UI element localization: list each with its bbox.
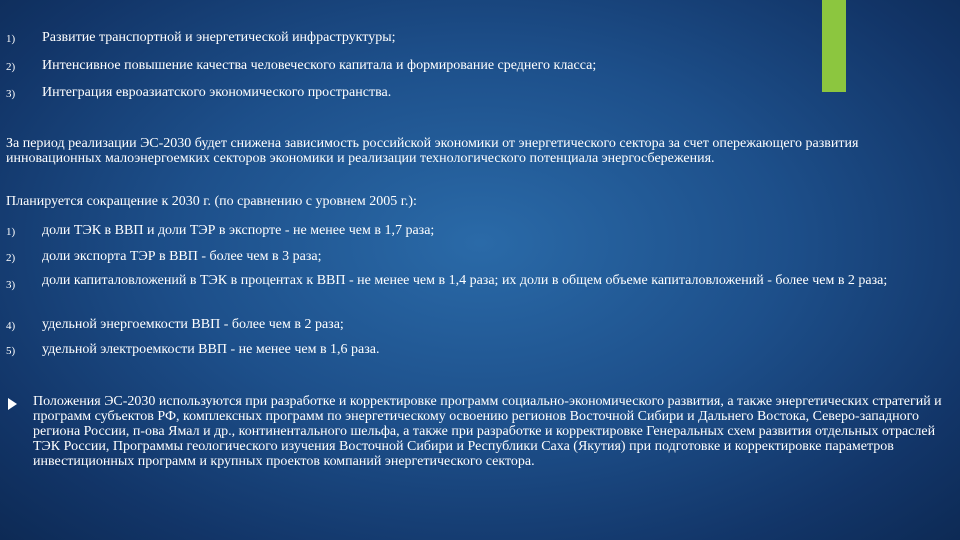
list-item: доли экспорта ТЭР в ВВП - более чем в 3 раза; [42,249,322,264]
list-number: 2) [6,61,16,73]
list-number: 3) [6,279,16,291]
list-item: удельной электроемкости ВВП - не менее чем в 1,6 раза. [42,342,380,357]
list-item: Интеграция евроазиатского экономического пространства. [42,85,392,100]
list-item: Развитие транспортной и энергетической инфраструктуры; [42,30,396,45]
accent-bar [822,0,846,92]
list-number: 1) [6,33,16,45]
list-item: удельной энергоемкости ВВП - более чем в 2 раза; [42,317,344,332]
triangle-bullet-icon [8,398,17,410]
list-number: 2) [6,252,16,264]
list-number: 5) [6,345,16,357]
paragraph-dependence: За период реализации ЭС-2030 будет снижена зависимость российской экономики от энергетического сектора за счет опережающего развития инновационных малоэнергоемких секторов экономики и реализации технологического потенциала энергосбережения. [6,136,859,166]
paragraph-planned-reduction: Планируется сокращение к 2030 г. (по сравнению с уровнем 2005 г.): [6,194,417,209]
list-item: Интенсивное повышение качества человеческого капитала и формирование среднего класса; [42,58,597,73]
paragraph-usage: Положения ЭС-2030 используются при разработке и корректировке программ социально-экономического развития, а также энергетических стратегий и программ субъектов РФ, комплексных программ по энергетическому освоению регионов Восточной Сибири и Дальнего Востока, Северо-западного региона России, п-ова Ямал и др., континентального шельфа, а также при разработке и корректировке Генеральных схем развития отдельных отраслей ТЭК России, Программы геологического изучения Восточной Сибири и Республики Саха (Якутия) при подготовке и корректировке параметров инвестиционных программ и крупных проектов компаний энергетического сектора. [33,394,942,469]
list-number: 1) [6,226,16,238]
list-item: доли капиталовложений в ТЭК в процентах к ВВП - не менее чем в 1,4 раза; их доли в общем объеме капиталовложений - более чем в 2 раза; [42,273,888,288]
list-number: 4) [6,320,16,332]
list-item: доли ТЭК в ВВП и доли ТЭР в экспорте - не менее чем в 1,7 раза; [42,223,435,238]
list-number: 3) [6,88,16,100]
